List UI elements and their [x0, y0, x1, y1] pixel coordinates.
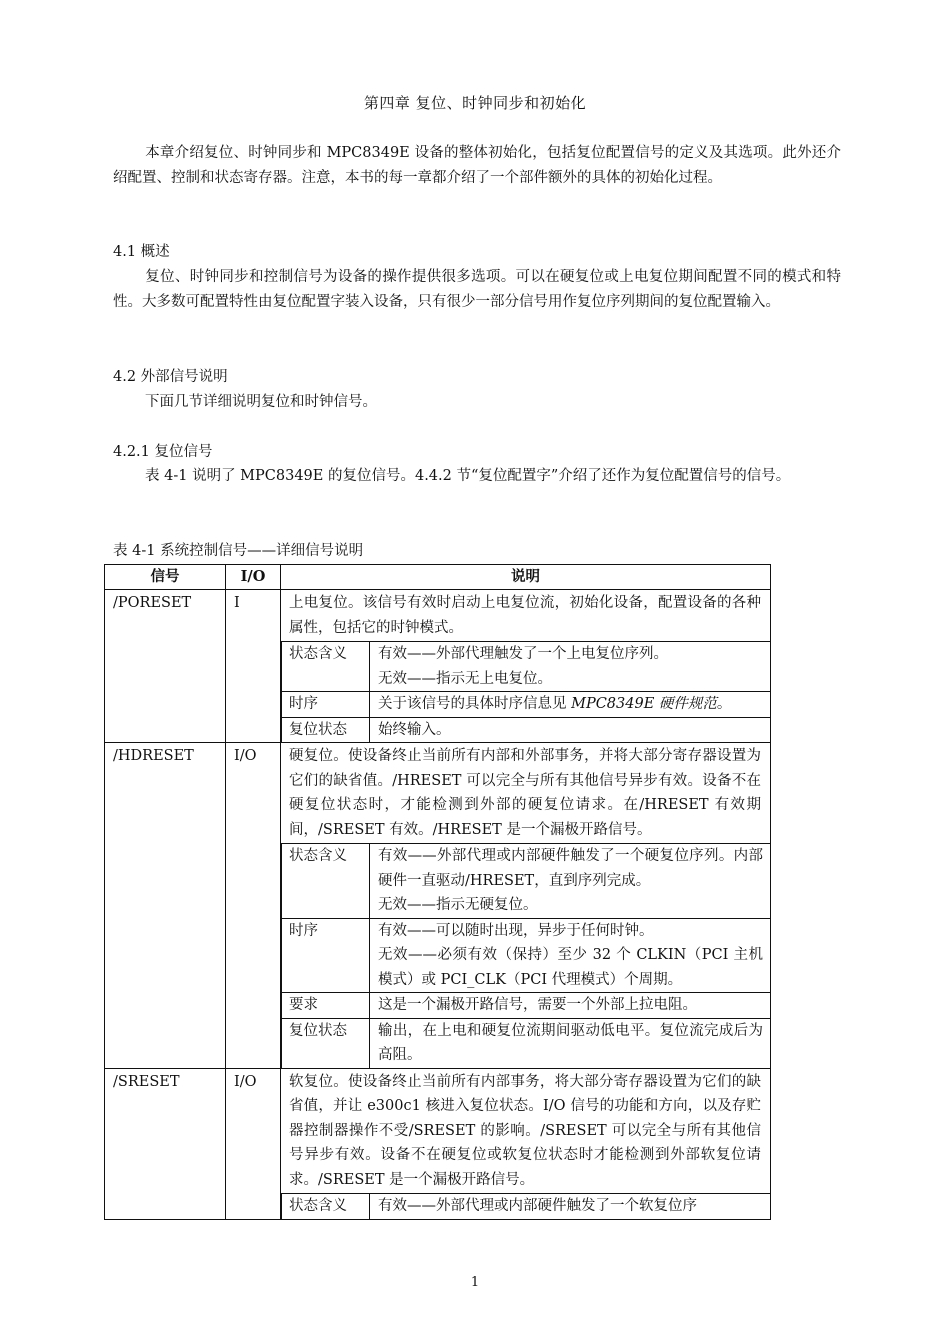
- sub-row: [282, 1018, 771, 1068]
- sub-key: 时序: [282, 918, 370, 993]
- section-4-1-text: 复位、时钟同步和控制信号为设备的操作提供很多选项。可以在硬复位或上电复位期间配置不同的模式和特性。大多数可配置特性由复位配置字装入设备，只有很少一部分信号用作复位序列期间的复位配置输入。: [113, 269, 841, 310]
- header-io: I/O: [226, 565, 281, 590]
- io-cell: I/O: [226, 1068, 281, 1219]
- sub-row: [282, 918, 771, 993]
- io-cell: I/O: [226, 743, 281, 1069]
- description-text: 上电复位。该信号有效时启动上电复位流，初始化设备，配置设备的各种属性，包括它的时钟模式。: [289, 595, 761, 636]
- table-header-row: [105, 565, 771, 590]
- sub-table: [281, 1193, 770, 1219]
- sub-table: [281, 641, 770, 742]
- io-cell: I: [226, 590, 281, 743]
- chapter-title: 第四章 复位、时钟同步和初始化: [363, 94, 587, 112]
- sub-value-tail: 。: [716, 696, 732, 712]
- description-text: 硬复位。使设备终止当前所有内部和外部事务，并将大部分寄存器设置为它们的缺省值。/HRESET 可以完全与所有其他信号异步有效。设备不在硬复位状态时，才能检测到外部的硬复位请求。在/HRESET 有效期间，/SRESET 有效。/HRESET 是一个漏极开路信号。: [289, 748, 761, 838]
- intro-text: 本章介绍复位、时钟同步和 MPC8349E 设备的整体初始化，包括复位配置信号的定义及其选项。此外还介绍配置、控制和状态寄存器。注意，本书的每一章都介绍了一个部件额外的具体的初始化过程。: [113, 145, 841, 186]
- header-signal: 信号: [105, 565, 226, 590]
- section-4-1-paragraph: [113, 265, 841, 315]
- section-4-1-heading: 4.1 概述: [113, 244, 170, 260]
- table-caption: 表 4-1 系统控制信号——详细信号说明: [113, 543, 364, 559]
- description-cell: [281, 743, 771, 1069]
- sub-key: 要求: [282, 993, 370, 1019]
- sub-key: 状态含义: [282, 844, 370, 919]
- sub-row: [282, 717, 771, 742]
- signal-cell: /HDRESET: [105, 743, 226, 1069]
- sub-value: 有效——外部代理触发了一个上电复位序列。 无效——指示无上电复位。: [370, 642, 771, 692]
- sub-value: 始终输入。: [370, 717, 771, 742]
- description-text: 软复位。使设备终止当前所有内部事务，将大部分寄存器设置为它们的缺省值，并让 e300c1 核进入复位状态。I/O 信号的功能和方向，以及存贮器控制器操作不受/SRESET 的影响。/SRESET 可以完全与所有其他信号异步有效。设备不在硬复位或软复位状态时才能检测到外部软复位请求。/SRESET 是一个漏极开路信号。: [289, 1073, 761, 1188]
- sub-value: 有效——外部代理或内部硬件触发了一个硬复位序列。内部硬件一直驱动/HRESET，直到序列完成。 无效——指示无硬复位。: [370, 844, 771, 919]
- sub-value: 有效——外部代理或内部硬件触发了一个软复位序: [370, 1194, 771, 1219]
- sub-row: [282, 692, 771, 718]
- sub-row: [282, 993, 771, 1019]
- section-4-2-1-heading: 4.2.1 复位信号: [113, 444, 213, 460]
- section-4-2-heading: 4.2 外部信号说明: [113, 369, 228, 385]
- sub-value: 有效——可以随时出现，异步于任何时钟。 无效——必须有效（保持）至少 32 个 CLKIN（PCI 主机模式）或 PCI_CLK（PCI 代理模式）个周期。: [370, 918, 771, 993]
- table-row: [105, 590, 771, 743]
- sub-key: 状态含义: [282, 642, 370, 692]
- signal-cell: /SRESET: [105, 1068, 226, 1219]
- signal-cell: /PORESET: [105, 590, 226, 743]
- table-row: [105, 743, 771, 1069]
- description-cell: [281, 590, 771, 743]
- sub-key: 复位状态: [282, 717, 370, 742]
- sub-key: 状态含义: [282, 1194, 370, 1219]
- table-row: [105, 1068, 771, 1219]
- sub-row: [282, 1194, 771, 1219]
- sub-value-text: 关于该信号的具体时序信息见: [378, 696, 572, 712]
- sub-key: 复位状态: [282, 1018, 370, 1068]
- section-4-2-text: 下面几节详细说明复位和时钟信号。: [145, 394, 377, 410]
- sub-value: 这是一个漏极开路信号，需要一个外部上拉电阻。: [370, 993, 771, 1019]
- sub-key: 时序: [282, 692, 370, 718]
- sub-value: [370, 692, 771, 718]
- description-cell: [281, 1068, 771, 1219]
- sub-table: [281, 843, 770, 1068]
- sub-row: [282, 642, 771, 692]
- signal-table: [104, 564, 771, 1220]
- intro-paragraph: [113, 141, 841, 191]
- section-4-2-1-paragraph: [113, 464, 841, 489]
- sub-value-italic: MPC8349E 硬件规范: [571, 696, 717, 712]
- sub-row: [282, 844, 771, 919]
- header-description: 说明: [281, 565, 771, 590]
- page-number: 1: [470, 1275, 480, 1290]
- section-4-2-paragraph: [113, 390, 841, 415]
- section-4-2-1-text: 表 4-1 说明了 MPC8349E 的复位信号。4.4.2 节“复位配置字”介绍了还作为复位配置信号的信号。: [145, 468, 791, 484]
- sub-value: 输出，在上电和硬复位流期间驱动低电平。复位流完成后为高阻。: [370, 1018, 771, 1068]
